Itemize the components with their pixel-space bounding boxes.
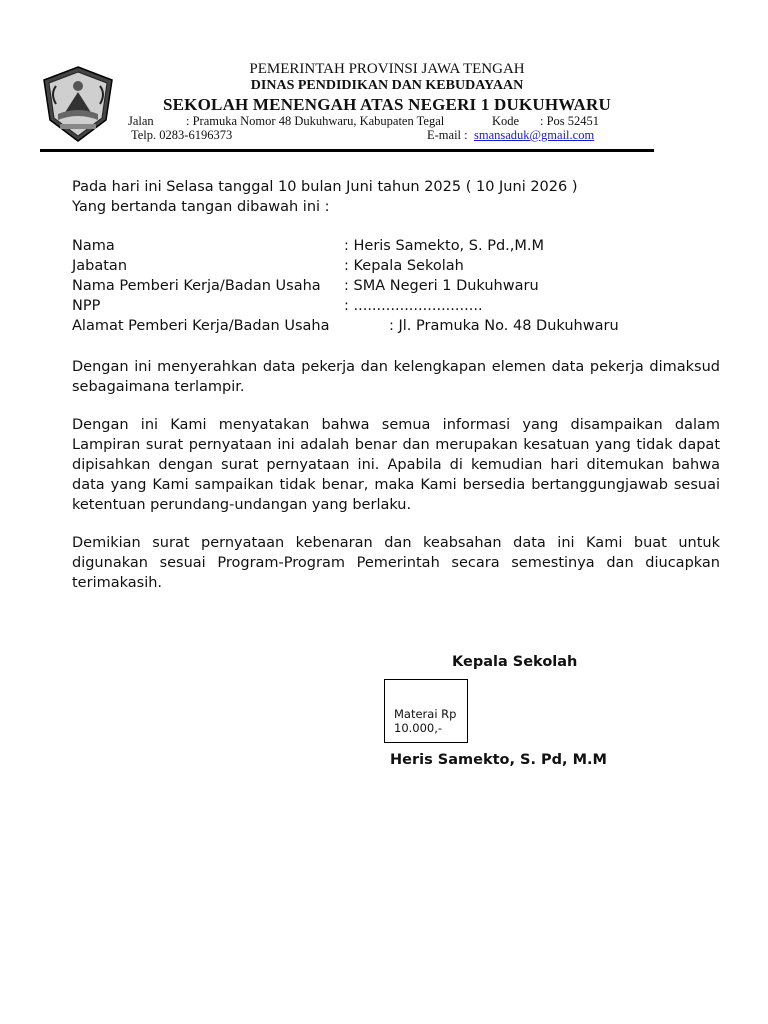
postcode-value: : Pos 52451 <box>540 114 600 128</box>
stamp-line-2: 10.000,- <box>394 721 443 735</box>
provincial-emblem-icon <box>38 64 118 144</box>
identity-value-name: : Heris Samekto, S. Pd.,M.M <box>344 238 544 254</box>
paragraph-closing: Demikian surat pernyataan kebenaran dan keabsahan data ini Kami buat untuk digunakan sesuai Program-Program Pemerintah secara semestinya dan diucapkan terimakasih. <box>72 535 720 591</box>
postcode-label: Kode <box>492 114 520 128</box>
paragraph-declaration: Dengan ini Kami menyatakan bahwa semua informasi yang disampaikan dalam Lampiran surat pernyataan ini adalah benar dan merupakan kesatuan yang tidak dapat dipisahkan dengan surat pernyataan ini. Apabila di kemudian hari ditemukan bahwa data yang Kami sampaikan tidak benar, maka Kami bersedia bertanggungjawab sesuai ketentuan perundang-undangan yang berlaku. <box>72 417 720 513</box>
address-value: : Pramuka Nomor 48 Dukuhwaru, Kabupaten Tegal <box>186 114 445 128</box>
stamp-box <box>384 679 468 743</box>
email-label: E-mail : <box>427 128 468 142</box>
stamp-line-1: Materai Rp <box>394 707 457 721</box>
address-label: Jalan <box>128 114 154 128</box>
identity-label-position: Jabatan <box>72 258 128 274</box>
letterhead-government: PEMERINTAH PROVINSI JAWA TENGAH <box>249 61 525 77</box>
intro-line-1: Pada hari ini Selasa tanggal 10 bulan Juni tahun 2025 ( 10 Juni 2026 ) <box>72 179 578 195</box>
phone-number: Telp. 0283-6196373 <box>131 128 233 142</box>
identity-label-address: Alamat Pemberi Kerja/Badan Usaha <box>72 318 330 334</box>
intro-line-2: Yang bertanda tangan dibawah ini : <box>72 199 330 215</box>
paragraph-submission: Dengan ini menyerahkan data pekerja dan kelengkapan elemen data pekerja dimaksud sebagaimana terlampir. <box>72 359 720 395</box>
identity-value-npp: : ............................ <box>344 298 483 314</box>
identity-value-employer: : SMA Negeri 1 Dukuhwaru <box>344 278 539 294</box>
identity-label-npp: NPP <box>72 298 101 314</box>
letterhead-school-name: SEKOLAH MENENGAH ATAS NEGERI 1 DUKUHWARU <box>162 95 611 114</box>
identity-value-address: : Jl. Pramuka No. 48 Dukuhwaru <box>389 318 619 334</box>
signature-title: Kepala Sekolah <box>452 654 578 670</box>
identity-label-employer: Nama Pemberi Kerja/Badan Usaha <box>72 278 321 294</box>
signatory-name: Heris Samekto, S. Pd, M.M <box>390 752 607 768</box>
email-link[interactable]: smansaduk@gmail.com <box>474 128 595 142</box>
stamp-text <box>394 707 456 735</box>
letterhead-department: DINAS PENDIDIKAN DAN KEBUDAYAAN <box>250 78 524 93</box>
identity-value-position: : Kepala Sekolah <box>344 258 464 274</box>
letterhead-divider <box>40 149 654 152</box>
identity-label-name: Nama <box>72 238 115 254</box>
